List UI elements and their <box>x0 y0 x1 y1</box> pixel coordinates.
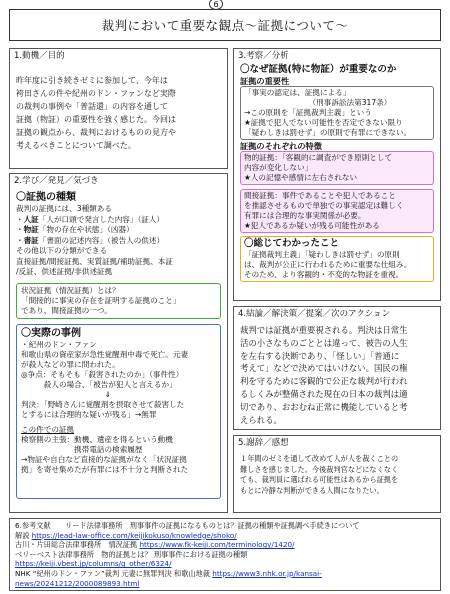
motivation-text <box>10 74 227 152</box>
text-line: を左右する決断であり、「怪しい」「普通に <box>240 350 400 361</box>
reference-text: NHK “紀州のドン・ファン”裁判 元妻に無罪判決 和歌山地裁 <box>15 568 213 578</box>
text-line: 殺人の場合、「被告が犯人と言えるか」 <box>21 379 177 389</box>
text-line: 和歌山県の資産家が急性覚醒剤中毒で死亡。元妻 <box>21 349 189 359</box>
references-line <box>15 569 435 579</box>
section-learning <box>9 173 228 513</box>
text-line: 切であり、おおむね正常に機能していると考 <box>240 401 408 412</box>
text-line: 間接証拠：事件であることや犯人であること <box>244 191 396 200</box>
text-line: であり、間接証拠の一つ。 <box>21 305 112 315</box>
text-line: 携帯電話の検索履歴 <box>21 444 143 454</box>
text-line: 状況証拠（情況証拠）とは？ <box>21 285 120 295</box>
analysis-title: 〇なぜ証拠(特に物証）が重要なのか <box>240 64 397 75</box>
text-line: 内容が変化しない」 <box>244 163 313 172</box>
text-line: は、裁判が公正に行われるために重要な仕組み。 <box>244 260 412 269</box>
section-heading: 5.謝辞／感想 <box>238 438 289 448</box>
references-line <box>15 540 435 550</box>
types-title: 〇証拠の種類 <box>16 192 76 203</box>
text-line: 拠」を寄せ集めたが有罪には不十分と判断された <box>21 464 189 474</box>
type-item: ・書証「書面の記述内容」（被告人の供述） <box>16 235 165 245</box>
text-line: 証拠の観点から、裁判におけるものの見方や <box>16 128 176 137</box>
text-line: ・紀州のドン・ファン <box>21 339 97 349</box>
text-line: そのため、より客観的・不変的な物証を重視。 <box>244 270 404 279</box>
text-line: の裁判の事例や「普話還」の内容を通して <box>16 102 168 111</box>
text-line: ★人の記憶や感情に左右されない <box>244 173 358 182</box>
reference-link[interactable]: news/20241212/2000089893.html <box>15 578 140 588</box>
reference-text: ベリーベスト法律事務所 物的証拠とは？ 刑事事件における証拠の種類 <box>15 549 248 559</box>
text-line: 考えて」などで決めてはいけない。国民の権 <box>240 363 408 374</box>
reference-link[interactable]: https://lead-law-office.com/keijikokuso/knowledge/shoko/ <box>31 530 237 540</box>
section-acknowledgements <box>233 435 441 513</box>
text-line: 昨年度に引き続きゼミに参加して、今年は <box>16 76 168 85</box>
case-subheading: この件での証拠 <box>21 424 75 434</box>
physical-evidence-box <box>240 151 434 185</box>
text-line: 裁判では証拠が重要視される。判決は日常生 <box>240 325 408 335</box>
section-heading: 4.結論／解決策／提案／次のアクション <box>238 309 391 319</box>
text-line: その他以下の分類ができる <box>16 246 108 255</box>
text-line: 検察側の主張：動機、遺産を得るという動機 <box>21 434 173 444</box>
text-line: とするには合理的な疑いが残る」→無罪 <box>21 409 157 419</box>
section-heading: 3.考察／分析 <box>238 51 289 61</box>
type-label: 書証 <box>23 235 39 245</box>
text-line: ⇓ <box>21 389 111 399</box>
type-item: ・物証「物の存在や状態」（凶器） <box>16 225 134 234</box>
text-line: 「間接的に事実の存在を証明する証拠のこと」 <box>21 295 181 305</box>
page-title: 裁判において重要な観点～証拠について～ <box>9 9 441 41</box>
conclusion-text <box>234 322 440 426</box>
text-line: 判決：「野崎さんに覚醒剤を摂取させて殺害した <box>21 399 185 409</box>
text-line: 難しさを感じました。今後裁判官などになくなく <box>240 464 399 474</box>
references-line <box>15 550 435 560</box>
section-conclusion <box>233 306 441 430</box>
text-line: １年間のゼミを通して改めて人が人を裁くことの <box>240 454 399 463</box>
text-line: ★証拠で犯人でない可能性を否定できない限り <box>244 118 403 127</box>
reference-text: 古川・片田総合法律事務所 情況証拠 <box>15 540 140 550</box>
text-line: 直接証拠/間接証拠、実質証拠/補助証拠、本証 <box>16 256 173 266</box>
type-item: ・人証「人が口頭で発言した内容」（証人） <box>16 214 165 224</box>
page-number: 6 <box>209 0 223 10</box>
text-line: （刑事訴訟法第317条） <box>244 98 392 107</box>
reference-link[interactable]: https://www.fk-keiji.com/terminology/1420/ <box>139 540 295 550</box>
text-line: を推認させるもので単独での事実認定は難しく <box>244 201 404 210</box>
types-text <box>10 204 227 278</box>
type-text: 「人が口頭で発言した内容」（証人） <box>38 214 165 224</box>
case-box <box>16 324 221 499</box>
text-line: るしくみが整備された現在の日本の裁判は適 <box>240 388 408 399</box>
summary-box <box>240 236 434 282</box>
importance-box <box>240 86 434 140</box>
section-references <box>9 518 441 591</box>
text-line: 裁判の証拠には、3種類ある <box>16 204 112 213</box>
references-line <box>15 531 435 541</box>
section-analysis <box>233 48 441 301</box>
text-line: 袴田さんの件や紀州のドン・ファンなど実際 <box>16 89 176 98</box>
features-title: 証拠のそれぞれの特徴 <box>240 141 322 151</box>
reference-text: 解説 <box>15 530 32 540</box>
text-line: 証拠（物証）の重要性を強く感じた。今回は <box>16 115 176 124</box>
text-line: ★犯人であるか疑いが残る可能性がある <box>244 221 380 230</box>
text-line: →この原則を「証拠裁判主義」という <box>244 108 372 117</box>
case-title: 〇実際の事例 <box>21 327 81 339</box>
references-line <box>15 579 435 589</box>
text-line: 有罪には合理的な事実関係が必要。 <box>244 211 366 220</box>
reference-link[interactable]: https://www3.nhk.or.jp/kansai- <box>212 568 322 578</box>
text-line: が殺人などの罪に問われた。 <box>21 359 120 369</box>
text-line: 「疑わしきは罰せず」の原則で有罪にできない。 <box>244 128 412 137</box>
text-line: /反証、供述証拠/非供述証拠 <box>16 267 113 276</box>
section-motivation <box>9 48 228 169</box>
importance-title: 証拠の重要性 <box>240 76 290 86</box>
text-line: →物証や自白など直接的な証拠がなく「状況証拠 <box>21 454 187 464</box>
summary-title: 〇総じてわかったこと <box>244 238 340 249</box>
reference-text: リード法律事務所 刑事事件の証拠になるものとは？証拠の種類や証拠調べ手続きについて <box>65 521 360 530</box>
references-line <box>15 521 435 531</box>
type-text: 「物の存在や状態」（凶器） <box>38 225 134 234</box>
text-line: 物的証拠：「客観的に調査ができ原則として <box>244 153 393 162</box>
section-heading: 2.学び／発見／気づき <box>14 176 99 186</box>
text-line: 活の小さなものごととは違って、被告の人生 <box>240 337 408 348</box>
circumstantial-evidence-box <box>16 283 221 319</box>
text-line: ても、裁判員に選ばれる可能性はあるから証拠を <box>240 475 399 484</box>
text-line: もとに冷静な判断ができる人間になりたい。 <box>240 485 384 495</box>
text-line: 「証拠裁判主義」「疑わしきは罰せず」の原則 <box>244 250 400 259</box>
text-line: 利を守るために客観的で公正な裁判が行われ <box>240 376 408 387</box>
type-text: 「書面の記述内容」（被告人の供述） <box>38 235 165 245</box>
why-evidence-box <box>238 64 436 282</box>
acknowledgements-text <box>234 451 440 496</box>
text-line: 「事実の認定は、証拠による」 <box>244 88 351 97</box>
indirect-evidence-box <box>240 189 434 233</box>
text-line: 考えるべきことについて調べた。 <box>16 141 136 150</box>
text-line: えられる。 <box>240 414 282 425</box>
section-heading: 6.参考文献 <box>15 521 51 530</box>
section-heading: 1.動機／目的 <box>14 51 65 61</box>
reference-link[interactable]: https://keiji.vbest.jp/columns/g_other/6324/ <box>15 559 172 569</box>
type-label: 人証 <box>23 214 39 224</box>
references-line <box>15 559 435 569</box>
text-line: ◎争点：そもそも「殺害されたのか」（事件性） <box>21 369 184 379</box>
type-label: 物証 <box>23 225 39 234</box>
